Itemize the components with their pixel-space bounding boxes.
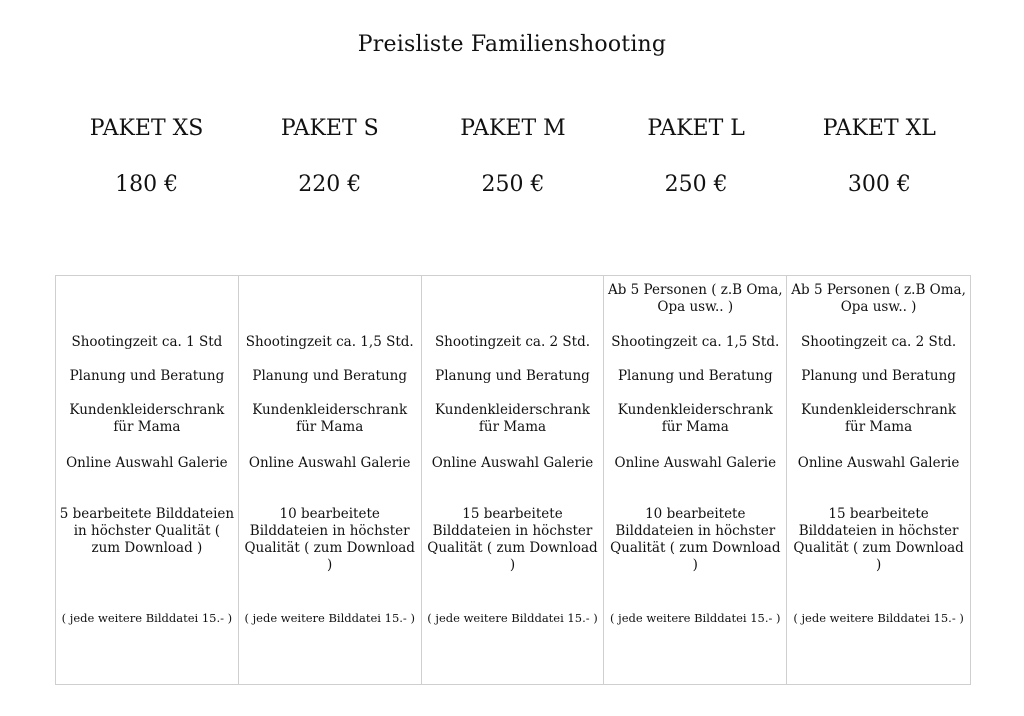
extra-file-price: ( jede weitere Bilddatei 15.- )	[244, 611, 415, 625]
wardrobe-feature: Kundenkleiderschrank für Mama	[435, 402, 590, 435]
shooting-time: Shootingzeit ca. 2 Std.	[434, 334, 591, 350]
package-details-table	[55, 275, 971, 685]
persons-note: Ab 5 Personen ( z.B Oma, Opa usw.. )	[791, 282, 966, 315]
package-name-l: PAKET L	[647, 116, 745, 141]
package-name-m: PAKET M	[460, 116, 566, 141]
package-price-l: 250 €	[664, 172, 728, 197]
package-column-m	[422, 276, 605, 684]
package-price-xs: 180 €	[115, 172, 179, 197]
wardrobe-feature: Kundenkleiderschrank für Mama	[69, 402, 225, 435]
package-price-row	[55, 172, 971, 197]
planning-feature: Planung und Beratung	[252, 368, 408, 384]
extra-file-price: ( jede weitere Bilddatei 15.- )	[793, 611, 964, 625]
wardrobe-feature: Kundenkleiderschrank für Mama	[801, 402, 957, 435]
package-column-xs	[56, 276, 239, 684]
gallery-feature: Online Auswahl Galerie	[66, 455, 228, 471]
extra-file-price: ( jede weitere Bilddatei 15.- )	[427, 611, 598, 625]
files-feature: 15 bearbeitete Bilddateien in höchster Qualität ( zum Download )	[427, 506, 598, 573]
extra-file-price: ( jede weitere Bilddatei 15.- )	[610, 611, 781, 625]
shooting-time: Shootingzeit ca. 2 Std.	[801, 334, 957, 350]
package-column-l	[604, 276, 787, 684]
gallery-feature: Online Auswahl Galerie	[248, 455, 411, 471]
package-price-s: 220 €	[298, 172, 362, 197]
shooting-time: Shootingzeit ca. 1,5 Std.	[245, 334, 414, 350]
package-column-xl	[787, 276, 970, 684]
files-feature: 15 bearbeitete Bilddateien in höchster Qualität ( zum Download )	[793, 506, 964, 573]
files-feature: 5 bearbeitete Bilddateien in höchster Qualität ( zum Download )	[59, 506, 235, 556]
gallery-feature: Online Auswahl Galerie	[431, 455, 594, 471]
package-name-xs: PAKET XS	[89, 116, 204, 141]
page-title: Preisliste Familienshooting	[357, 32, 667, 57]
package-name-s: PAKET S	[280, 116, 379, 141]
wardrobe-feature: Kundenkleiderschrank für Mama	[617, 402, 773, 435]
planning-feature: Planung und Beratung	[801, 368, 956, 384]
gallery-feature: Online Auswahl Galerie	[797, 455, 960, 471]
persons-note: Ab 5 Personen ( z.B Oma, Opa usw.. )	[607, 282, 783, 315]
shooting-time: Shootingzeit ca. 1,5 Std.	[611, 334, 780, 350]
package-name-xl: PAKET XL	[822, 116, 936, 141]
files-feature: 10 bearbeitete Bilddateien in höchster Qualität ( zum Download )	[244, 506, 415, 573]
planning-feature: Planung und Beratung	[435, 368, 590, 384]
wardrobe-feature: Kundenkleiderschrank für Mama	[252, 402, 408, 435]
files-feature: 10 bearbeitete Bilddateien in höchster Qualität ( zum Download )	[610, 506, 781, 573]
planning-feature: Planung und Beratung	[69, 368, 225, 384]
package-name-row	[55, 116, 971, 141]
package-price-m: 250 €	[481, 172, 545, 197]
shooting-time: Shootingzeit ca. 1 Std	[71, 334, 223, 350]
planning-feature: Planung und Beratung	[617, 368, 773, 384]
extra-file-price: ( jede weitere Bilddatei 15.- )	[61, 611, 233, 625]
package-column-s	[239, 276, 422, 684]
gallery-feature: Online Auswahl Galerie	[614, 455, 777, 471]
package-price-xl: 300 €	[847, 172, 911, 197]
